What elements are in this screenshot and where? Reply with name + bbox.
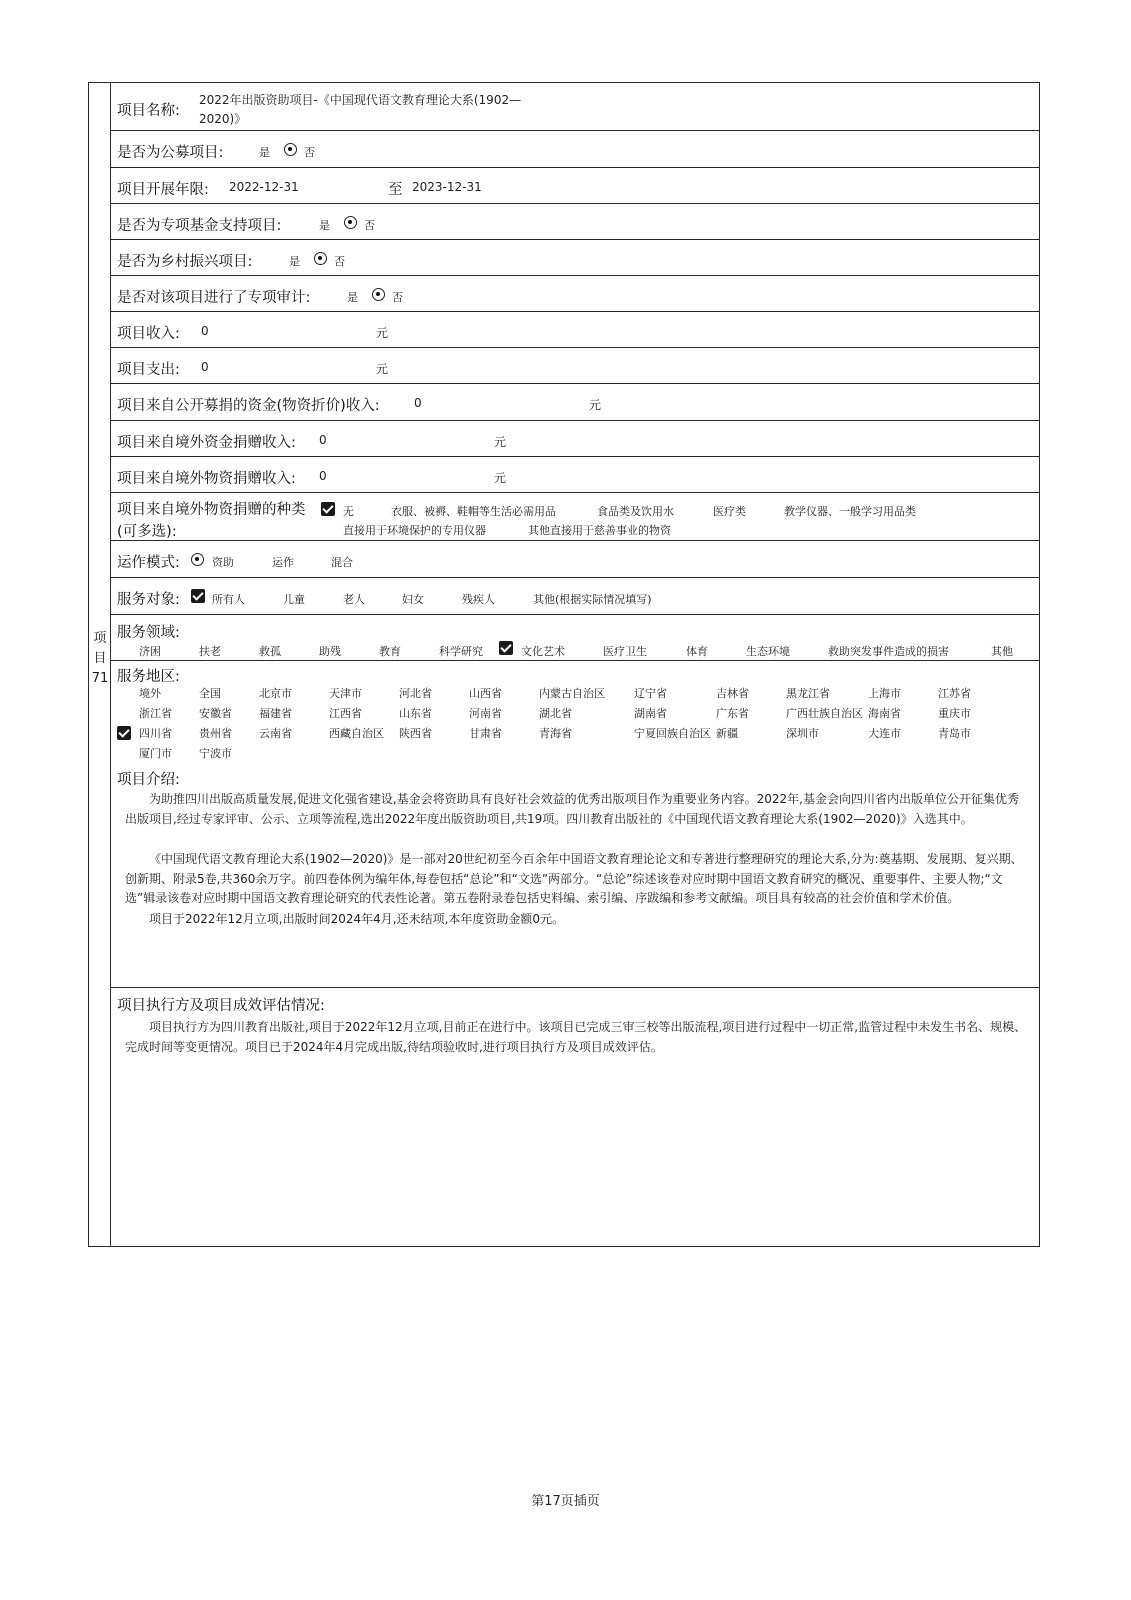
goods-option[interactable]: 衣服、被褥、鞋帽等生活必需用品 (391, 505, 556, 518)
row-service-region (111, 661, 1039, 766)
row-period (111, 168, 1039, 204)
public-donation-unit: 元 (589, 398, 602, 412)
foreign-funds-unit: 元 (494, 435, 507, 449)
foreign-funds-value: 0 (319, 433, 327, 447)
goods-option[interactable]: 医疗类 (713, 505, 746, 518)
region-option[interactable]: 浙江省 (139, 707, 172, 720)
region-option[interactable]: 宁波市 (199, 747, 232, 760)
intro-paragraph-1: 为助推四川出版高质量发展,促进文化强省建设,基金会将资助具有良好社会效益的优秀出版项目作为重要业务内容。2022年,基金会向四川省内出版单位公开征集优秀出版项目,经过专家评审、公示、立项等流程,选出2022年度出版资助项目,共19项。四川教育出版社的《中国现代语文教育理论大系(1902—2020)》入选其中。 (125, 792, 1019, 826)
operation-option[interactable]: 资助 (212, 556, 234, 569)
region-option[interactable]: 天津市 (329, 687, 362, 700)
operation-option[interactable]: 运作 (272, 556, 294, 569)
period-end: 2023-12-31 (412, 180, 482, 194)
row-audit (111, 276, 1039, 312)
service-target-label: 服务对象: (117, 592, 180, 608)
row-service-target (111, 578, 1039, 615)
evaluation-label: 项目执行方及项目成效评估情况: (117, 998, 325, 1014)
special-fund-no-radio[interactable] (344, 216, 357, 229)
row-expense (111, 348, 1039, 384)
goods-option[interactable]: 其他直接用于慈善事业的物资 (528, 524, 671, 537)
region-option[interactable]: 云南省 (259, 727, 292, 740)
service-target-all-checkbox[interactable] (191, 589, 205, 603)
sichuan-checkbox[interactable] (117, 726, 131, 740)
row-foreign-goods (111, 457, 1039, 493)
region-option[interactable]: 辽宁省 (634, 687, 667, 700)
operation-option[interactable]: 混合 (331, 556, 353, 569)
income-value: 0 (201, 324, 209, 338)
goods-option[interactable]: 食品类及饮用水 (597, 505, 674, 518)
service-field-option[interactable]: 体育 (686, 645, 708, 658)
region-option[interactable]: 深圳市 (786, 727, 819, 740)
goods-types-sublabel: (可多选): (117, 524, 177, 540)
service-field-option[interactable]: 生态环境 (746, 645, 790, 658)
goods-none-checkbox[interactable] (321, 502, 335, 516)
goods-option[interactable]: 教学仪器、一般学习用品类 (784, 505, 916, 518)
foreign-goods-unit: 元 (494, 471, 507, 485)
service-field-option[interactable]: 文化艺术 (521, 645, 565, 658)
row-evaluation (111, 988, 1039, 1246)
region-option[interactable]: 广西壮族自治区 (786, 707, 863, 720)
service-target-option[interactable]: 妇女 (402, 593, 424, 606)
public-fundraising-no[interactable]: 否 (304, 146, 315, 159)
service-field-option[interactable]: 其他 (991, 645, 1013, 658)
intro-paragraph-3: 项目于2022年12月立项,出版时间2024年4月,还未结项,本年度资助金额0元。 (149, 912, 565, 926)
region-option[interactable]: 厦门市 (139, 747, 172, 760)
region-option[interactable]: 全国 (199, 687, 221, 700)
goods-option[interactable]: 无 (343, 505, 354, 518)
service-field-option[interactable]: 科学研究 (439, 645, 483, 658)
region-option[interactable]: 广东省 (716, 707, 749, 720)
income-label: 项目收入: (117, 326, 180, 342)
region-option[interactable]: 大连市 (868, 727, 901, 740)
region-option[interactable]: 河北省 (399, 687, 432, 700)
row-foreign-funds (111, 421, 1039, 457)
region-option[interactable]: 宁夏回族自治区 (634, 727, 711, 740)
expense-label: 项目支出: (117, 362, 180, 378)
row-special-fund (111, 204, 1039, 240)
public-donation-label: 项目来自公开募捐的资金(物资折价)收入: (117, 398, 380, 414)
service-field-option[interactable]: 助残 (319, 645, 341, 658)
region-option[interactable]: 安徽省 (199, 707, 232, 720)
row-public-donation (111, 384, 1039, 421)
region-option[interactable]: 河南省 (469, 707, 502, 720)
region-option[interactable]: 境外 (139, 687, 161, 700)
goods-types-label: 项目来自境外物资捐赠的种类 (117, 502, 306, 518)
row-goods-types (111, 493, 1039, 541)
public-donation-value: 0 (414, 396, 422, 410)
row-service-field (111, 615, 1039, 661)
service-field-option[interactable]: 医疗卫生 (603, 645, 647, 658)
region-option[interactable]: 陕西省 (399, 727, 432, 740)
service-target-option[interactable]: 其他(根据实际情况填写) (533, 593, 652, 606)
region-option[interactable]: 甘肃省 (469, 727, 502, 740)
audit-yes[interactable]: 是 (347, 291, 358, 304)
intro-paragraph-2: 《中国现代语文教育理论大系(1902—2020)》是一部对20世纪初至今百余年中国语文教育理论论文和专著进行整理研究的理论大系,分为:奠基期、发展期、复兴期、创新期、附录5卷,共360余万字。前四卷体例为编年体,每卷包括“总论”和“文选”两部分。“总论”综述该卷对应时期中国语文教育研究的概况、重要事件、主要人物;“文选”辑录该卷对应时期中国语文教育理论研究的代表性论著。第五卷附录卷包括史料编、索引编、序跋编和参考文献编。项目具有较高的社会价值和学术价值。 (125, 852, 1023, 905)
expense-value: 0 (201, 360, 209, 374)
region-option[interactable]: 重庆市 (938, 707, 971, 720)
service-target-option[interactable]: 儿童 (283, 593, 305, 606)
side-column (89, 83, 111, 1246)
row-public-fundraising (111, 131, 1039, 168)
rural-no[interactable]: 否 (334, 255, 345, 268)
page-footer: 第17页插页 (531, 1494, 600, 1509)
audit-no-radio[interactable] (372, 288, 385, 301)
region-option[interactable]: 山东省 (399, 707, 432, 720)
public-fundraising-label: 是否为公募项目: (117, 145, 224, 161)
audit-label: 是否对该项目进行了专项审计: (117, 290, 311, 306)
region-option[interactable]: 吉林省 (716, 687, 749, 700)
project-name-line1: 2022年出版资助项目-《中国现代语文教育理论大系(1902— (199, 93, 522, 107)
row-intro (111, 766, 1039, 988)
special-fund-no[interactable]: 否 (364, 219, 375, 232)
foreign-funds-label: 项目来自境外资金捐赠收入: (117, 435, 296, 451)
region-option[interactable]: 上海市 (868, 687, 901, 700)
service-field-option[interactable]: 济困 (139, 645, 161, 658)
row-operation (111, 541, 1039, 578)
period-separator: 至 (388, 182, 403, 198)
intro-label: 项目介绍: (117, 772, 180, 788)
region-option[interactable]: 北京市 (259, 687, 292, 700)
rural-yes[interactable]: 是 (289, 255, 300, 268)
period-start: 2022-12-31 (229, 180, 299, 194)
region-option[interactable]: 青岛市 (938, 727, 971, 740)
project-name-label: 项目名称: (117, 103, 180, 119)
service-field-option[interactable]: 教育 (379, 645, 401, 658)
service-field-option[interactable]: 扶老 (199, 645, 221, 658)
row-income (111, 312, 1039, 348)
region-option[interactable]: 黑龙江省 (786, 687, 830, 700)
foreign-goods-value: 0 (319, 469, 327, 483)
service-field-option[interactable]: 救孤 (259, 645, 281, 658)
public-fundraising-yes[interactable]: 是 (259, 146, 270, 159)
project-name-line2: 2020)》 (199, 112, 247, 126)
side-label: 项 目 71 (91, 631, 109, 686)
service-target-option[interactable]: 所有人 (212, 593, 245, 606)
public-fundraising-no-radio[interactable] (284, 143, 297, 156)
region-option[interactable]: 青海省 (539, 727, 572, 740)
region-option[interactable]: 四川省 (139, 727, 172, 740)
region-option[interactable]: 江西省 (329, 707, 362, 720)
expense-unit: 元 (376, 362, 389, 376)
form-frame (88, 82, 1040, 1247)
period-label: 项目开展年限: (117, 182, 209, 198)
row-project-name (111, 83, 1039, 131)
service-field-option[interactable]: 救助突发事件造成的损害 (828, 645, 949, 658)
service-target-option[interactable]: 老人 (343, 593, 365, 606)
operation-grant-radio[interactable] (191, 553, 204, 566)
service-field-label: 服务领域: (117, 625, 180, 641)
region-option[interactable]: 山西省 (469, 687, 502, 700)
special-fund-yes[interactable]: 是 (319, 219, 330, 232)
operation-label: 运作模式: (117, 555, 180, 571)
region-option[interactable]: 湖北省 (539, 707, 572, 720)
rural-no-radio[interactable] (314, 252, 327, 265)
service-region-label: 服务地区: (117, 669, 180, 685)
foreign-goods-label: 项目来自境外物资捐赠收入: (117, 471, 296, 487)
rural-label: 是否为乡村振兴项目: (117, 254, 253, 270)
service-target-option[interactable]: 残疾人 (462, 593, 495, 606)
region-option[interactable]: 新疆 (716, 727, 738, 740)
evaluation-paragraph: 项目执行方为四川教育出版社,项目于2022年12月立项,目前正在进行中。该项目已完成三审三校等出版流程,项目进行过程中一切正常,监管过程中未发生书名、规模、完成时间等变更情况。项目已于2024年4月完成出版,待结项验收时,进行项目执行方及项目成效评估。 (125, 1020, 1027, 1054)
region-option[interactable]: 湖南省 (634, 707, 667, 720)
row-rural (111, 240, 1039, 276)
culture-art-checkbox[interactable] (499, 641, 513, 655)
region-option[interactable]: 江苏省 (938, 687, 971, 700)
income-unit: 元 (376, 326, 389, 340)
goods-option[interactable]: 直接用于环境保护的专用仪器 (343, 524, 486, 537)
region-option[interactable]: 西藏自治区 (329, 727, 384, 740)
region-option[interactable]: 海南省 (868, 707, 901, 720)
region-option[interactable]: 福建省 (259, 707, 292, 720)
region-option[interactable]: 内蒙古自治区 (539, 687, 605, 700)
region-option[interactable]: 贵州省 (199, 727, 232, 740)
special-fund-label: 是否为专项基金支持项目: (117, 218, 282, 234)
audit-no[interactable]: 否 (392, 291, 403, 304)
